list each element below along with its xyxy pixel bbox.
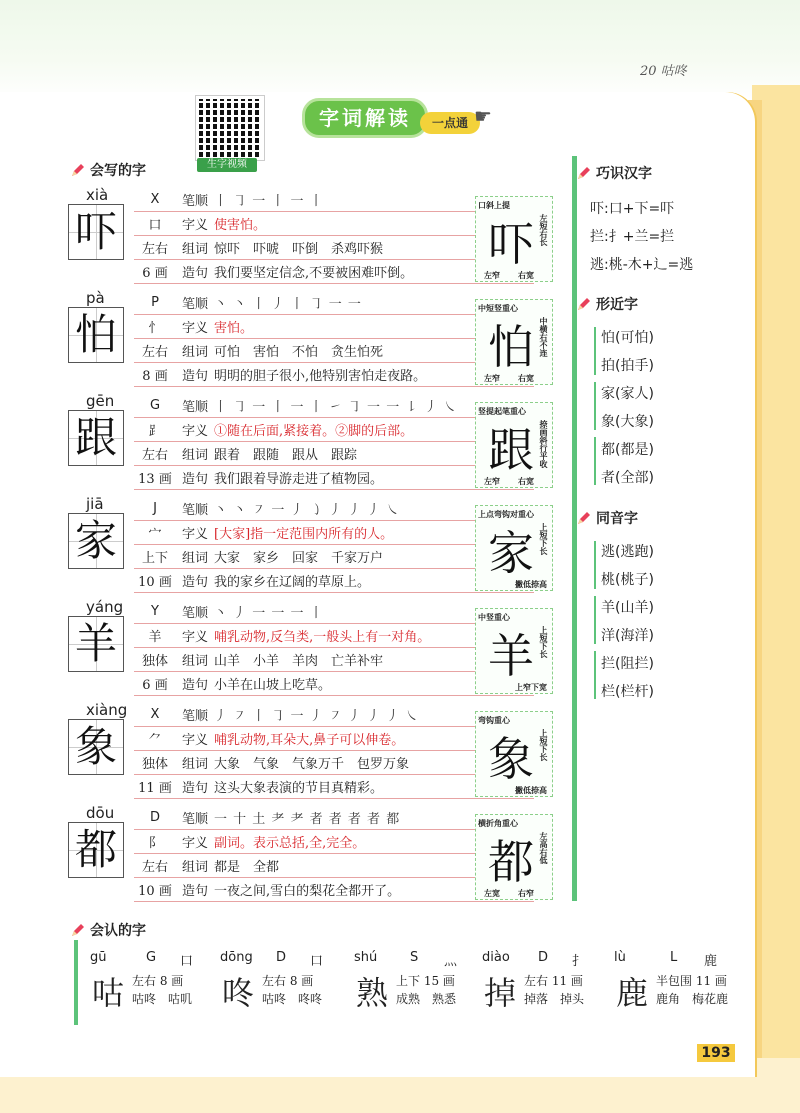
meaning: 哺乳动物,反刍类,一般头上有一对角。 (214, 630, 431, 645)
radical: 宀 (148, 527, 162, 542)
writing-tip: 上短下长 (539, 626, 548, 658)
writing-tip: 中短竖重心 (478, 304, 518, 313)
qr-label[interactable]: 生字视频 (197, 158, 257, 172)
lesson-title: 20 咕咚 (640, 64, 687, 79)
homophone-label: 同音字 (596, 511, 638, 527)
big-character: 吓 (68, 204, 124, 260)
list-item: 者(全部) (601, 470, 654, 486)
words: 咕咚 咚咚 (262, 992, 323, 1006)
writing-tip: 弯钩重心 (478, 716, 510, 725)
row-sentence (134, 466, 534, 490)
bracket (594, 437, 596, 485)
list-item: 怕(可怕) (601, 330, 654, 346)
row-meaning (134, 212, 534, 236)
big-character: 都 (68, 822, 124, 878)
writing-tip: 左窄 (484, 271, 500, 280)
words: 掉落 掉头 (524, 992, 585, 1006)
top-band (0, 0, 800, 100)
row-sentence (134, 569, 534, 593)
list-item: 洋(海洋) (601, 628, 654, 644)
guide-character: 都 (488, 835, 534, 889)
row-words (134, 854, 534, 878)
sentence: 我的家乡在辽阔的草原上。 (214, 575, 371, 590)
structure: 半包围 (656, 974, 693, 988)
guide-character: 跟 (488, 423, 534, 477)
radical: 羊 (148, 630, 162, 645)
row-label: 造句 (181, 369, 208, 384)
list-item: 吓:口+下=吓 (590, 201, 675, 217)
row-label: 造句 (181, 472, 208, 487)
similar-list (601, 324, 654, 492)
structure: 左右 (141, 448, 168, 463)
radical: 鹿 (704, 954, 718, 969)
row-label: 笔顺 (181, 194, 208, 209)
list-item: 逃(逃跑) (601, 544, 654, 560)
initial: G (146, 950, 157, 965)
entry-rows (134, 703, 534, 799)
stroke-count: 6 画 (142, 678, 168, 693)
writing-tip: 口斜上提 (478, 201, 510, 210)
stroke-order: 丨 ㇆ 一 丨 一 丨 ㇀ ㇆ 一 一 ㇙ 丿 ㇏ (214, 400, 458, 415)
row-label: 造句 (181, 781, 208, 796)
row-words (134, 545, 534, 569)
qr-code-icon[interactable] (196, 96, 264, 160)
writing-tip: 中横右不连 (539, 317, 548, 357)
stroke-order: 丶 丿 一 一 一 丨 (214, 606, 324, 621)
recognize-label: 会认的字 (90, 923, 146, 939)
pencil-icon (70, 162, 86, 178)
writing-tip: 左短右长 (539, 214, 548, 246)
list-item: 羊(山羊) (601, 600, 654, 616)
structure: 左右 (141, 345, 168, 360)
guide-character: 羊 (488, 629, 534, 683)
row-label: 组词 (181, 757, 208, 772)
recognize-heading (70, 920, 146, 940)
pencil-icon (70, 922, 86, 938)
pinyin: xià (86, 186, 109, 204)
pinyin: lù (614, 950, 626, 965)
section-title-badge (302, 98, 428, 138)
row-sentence (134, 672, 534, 696)
list-item: 拦:扌+兰=拦 (590, 229, 675, 245)
meaning: 使害怕。 (214, 218, 267, 233)
stroke-count: 8 画 (289, 974, 314, 988)
radical: ⻊ (148, 424, 162, 439)
words: 大家 家乡 回家 千家万户 (214, 551, 384, 566)
clever-heading (576, 163, 652, 183)
row-meaning (134, 521, 534, 545)
write-entry (66, 598, 466, 694)
list-item: 拍(拍手) (601, 358, 654, 374)
meaning: 哺乳动物,耳朵大,鼻子可以伸卷。 (214, 733, 405, 748)
words: 山羊 小羊 羊肉 亡羊补牢 (214, 654, 384, 669)
radical: 口 (310, 954, 324, 969)
entry-rows (134, 600, 534, 696)
structure-strokes (262, 972, 313, 989)
row-words (134, 236, 534, 260)
entry-rows (134, 291, 534, 387)
bracket (594, 382, 596, 430)
radical: 阝 (148, 836, 162, 851)
pinyin: gēn (86, 392, 115, 410)
pointer-hand-icon: ☛ (474, 104, 492, 128)
writing-tip: 横折角重心 (478, 819, 518, 828)
entry-rows (134, 394, 534, 490)
writing-tip: 上短下长 (539, 729, 548, 761)
row-label: 笔顺 (181, 503, 208, 518)
write-entry (66, 289, 466, 385)
row-label: 组词 (181, 448, 208, 463)
initial: J (153, 501, 157, 516)
structure: 左右 (262, 974, 287, 988)
character: 鹿 (616, 974, 649, 1012)
initial: D (538, 950, 549, 965)
words: 鹿角 梅花鹿 (656, 992, 729, 1006)
similar-label: 形近字 (596, 297, 638, 313)
list-item: 栏(栏杆) (601, 684, 654, 700)
stroke-order: 丿 ㇇ 丨 ㇆ 一 丿 ㇇ 丿 丿 丿 ㇏ (214, 709, 420, 724)
stroke-count: 11 画 (551, 974, 583, 988)
pinyin: pà (86, 289, 105, 307)
character: 掉 (484, 974, 517, 1012)
row-meaning (134, 418, 534, 442)
row-stroke (134, 497, 534, 521)
structure: 上下 (141, 551, 168, 566)
meaning: 害怕。 (214, 321, 254, 336)
row-meaning (134, 315, 534, 339)
pencil-icon (576, 165, 592, 181)
row-label: 字义 (181, 527, 208, 542)
words: 可怕 害怕 不怕 贪生怕死 (214, 345, 384, 360)
row-sentence (134, 363, 534, 387)
recognize-row (74, 950, 744, 1010)
can-write-heading (70, 160, 146, 180)
structure-strokes (396, 972, 455, 989)
row-label: 字义 (181, 424, 208, 439)
row-stroke (134, 188, 534, 212)
pinyin: dōu (86, 804, 115, 822)
bracket (594, 651, 596, 699)
similar-heading (576, 294, 638, 314)
radical: 忄 (148, 321, 162, 336)
list-item: 都(都是) (601, 442, 654, 458)
row-label: 笔顺 (181, 400, 208, 415)
can-write-label: 会写的字 (90, 163, 146, 179)
sentence: 一夜之间,雪白的梨花全都开了。 (214, 884, 401, 899)
stroke-count: 11 画 (695, 974, 727, 988)
stroke-count: 10 画 (138, 575, 172, 590)
list-item: 桃(桃子) (601, 572, 654, 588)
pinyin: shú (354, 950, 378, 965)
row-words (134, 751, 534, 775)
write-entry (66, 804, 466, 900)
big-character: 象 (68, 719, 124, 775)
big-character: 羊 (68, 616, 124, 672)
stroke-count: 11 画 (138, 781, 172, 796)
radical: 口 (180, 954, 194, 969)
structure: 上下 (396, 974, 421, 988)
divider-bar (572, 156, 577, 901)
initial: G (149, 398, 161, 413)
initial: X (150, 192, 160, 207)
row-label: 组词 (181, 242, 208, 257)
sentence: 这头大象表演的节目真精彩。 (214, 781, 384, 796)
writing-tip: 上点弯钩对重心 (478, 510, 534, 519)
list-item: 象(大象) (601, 414, 654, 430)
stroke-count: 6 画 (142, 266, 168, 281)
writing-tip: 右宽 (518, 477, 534, 486)
sentence: 我们要坚定信念,不要被困难吓倒。 (214, 266, 414, 281)
row-label: 字义 (181, 630, 208, 645)
guide-character: 吓 (488, 217, 534, 271)
pinyin: yáng (86, 598, 124, 616)
row-label: 组词 (181, 654, 208, 669)
writing-tip: 撇低捺高 (515, 580, 547, 589)
initial: L (670, 950, 678, 965)
entry-rows (134, 806, 534, 902)
row-label: 字义 (181, 321, 208, 336)
structure: 左右 (132, 974, 157, 988)
row-label: 组词 (181, 551, 208, 566)
writing-tip: 左窄 (484, 477, 500, 486)
words: 成熟 熟悉 (396, 992, 457, 1006)
character: 熟 (356, 974, 389, 1012)
sentence: 我们跟着导游走进了植物园。 (214, 472, 384, 487)
stroke-count: 13 画 (138, 472, 172, 487)
pinyin: jiā (86, 495, 104, 513)
stroke-order: 丶 丶 丨 丿 丨 ㇆ 一 一 (214, 297, 362, 312)
row-stroke (134, 703, 534, 727)
initial: P (151, 295, 159, 310)
list-item: 逃:桃-木+辶=逃 (590, 257, 694, 273)
sentence: 明明的胆子很小,他特别害怕走夜路。 (214, 369, 427, 384)
structure: 左右 (141, 860, 168, 875)
clever-list (590, 195, 693, 279)
section-title: 字词解读 (319, 106, 411, 130)
stroke-count: 8 画 (142, 369, 168, 384)
structure: 独体 (141, 654, 168, 669)
write-entry (66, 392, 466, 488)
pinyin: xiàng (86, 701, 128, 719)
page-number: 193 (697, 1044, 735, 1062)
writing-tip: 右宽 (518, 374, 534, 383)
structure: 独体 (141, 757, 168, 772)
row-words (134, 442, 534, 466)
row-stroke (134, 806, 534, 830)
writing-tip: 撇低捺高 (515, 786, 547, 795)
row-label: 笔顺 (181, 606, 208, 621)
row-label: 笔顺 (181, 812, 208, 827)
writing-tip: 右窄 (518, 889, 534, 898)
row-label: 字义 (181, 733, 208, 748)
writing-tip: 竖提起笔重心 (478, 407, 526, 416)
bracket (594, 327, 596, 375)
row-label: 造句 (181, 575, 208, 590)
list-item: 拦(阻拦) (601, 656, 654, 672)
pencil-icon (576, 510, 592, 526)
entry-rows (134, 188, 534, 284)
bracket (594, 596, 596, 644)
structure-strokes (132, 972, 183, 989)
row-sentence (134, 878, 534, 902)
row-words (134, 648, 534, 672)
writing-tip: 上短下长 (539, 523, 548, 555)
row-words (134, 339, 534, 363)
row-stroke (134, 600, 534, 624)
write-entry (66, 186, 466, 282)
initial: D (149, 810, 160, 825)
words: 惊吓 吓唬 吓倒 杀鸡吓猴 (214, 242, 384, 257)
write-entry (66, 701, 466, 797)
write-entry (66, 495, 466, 591)
character: 咕 (92, 974, 125, 1012)
row-label: 造句 (181, 884, 208, 899)
big-character: 家 (68, 513, 124, 569)
stroke-order: 丨 ㇆ 一 丨 一 丨 (214, 194, 324, 209)
sentence: 小羊在山坡上吃草。 (214, 678, 332, 693)
guide-character: 象 (488, 732, 534, 786)
guide-character: 怕 (488, 320, 534, 374)
writing-tip: 左窄 (484, 374, 500, 383)
structure: 左右 (141, 242, 168, 257)
row-label: 造句 (181, 678, 208, 693)
initial: D (276, 950, 287, 965)
initial: X (150, 707, 160, 722)
row-label: 组词 (181, 860, 208, 875)
pencil-icon (576, 296, 592, 312)
row-label: 笔顺 (181, 709, 208, 724)
row-stroke (134, 291, 534, 315)
row-label: 组词 (181, 345, 208, 360)
row-label: 字义 (181, 218, 208, 233)
radical: 扌 (572, 954, 586, 969)
structure-strokes (656, 972, 727, 989)
structure-strokes (524, 972, 583, 989)
stroke-count: 10 画 (138, 884, 172, 899)
structure: 左右 (524, 974, 549, 988)
row-meaning (134, 727, 534, 751)
radical: ⺈ (148, 733, 162, 748)
row-stroke (134, 394, 534, 418)
row-meaning (134, 624, 534, 648)
words: 跟着 跟随 跟从 跟踪 (214, 448, 358, 463)
list-item: 家(家人) (601, 386, 654, 402)
homophone-list (601, 538, 654, 706)
homophone-heading (576, 508, 638, 528)
writing-tip: 左宽 (484, 889, 500, 898)
writing-tip: 中竖重心 (478, 613, 510, 622)
row-sentence (134, 260, 534, 284)
stroke-count: 8 画 (159, 974, 184, 988)
bracket (594, 541, 596, 589)
words: 都是 全都 (214, 860, 280, 875)
row-label: 造句 (181, 266, 208, 281)
row-label: 字义 (181, 836, 208, 851)
big-character: 跟 (68, 410, 124, 466)
stroke-order: 一 十 土 耂 耂 者 者 者 者 都 (214, 812, 401, 827)
section-title-sub: 一点通 (420, 112, 480, 134)
pinyin: diào (482, 950, 510, 965)
row-label: 笔顺 (181, 297, 208, 312)
pinyin: dōng (220, 950, 253, 965)
stroke-count: 15 画 (423, 974, 455, 988)
words: 咕咚 咕叽 (132, 992, 193, 1006)
radical: 口 (148, 218, 162, 233)
row-sentence (134, 775, 534, 799)
pinyin: gū (90, 950, 107, 965)
guide-character: 家 (488, 526, 534, 580)
meaning: [大家]指一定范围内所有的人。 (214, 527, 394, 542)
initial: Y (151, 604, 159, 619)
big-character: 怕 (68, 307, 124, 363)
entry-rows (134, 497, 534, 593)
recognize-item (614, 950, 774, 1010)
initial: S (410, 950, 419, 965)
meaning: ①随在后面,紧接着。②脚的后部。 (214, 424, 414, 439)
character: 咚 (222, 974, 255, 1012)
clever-label: 巧识汉字 (596, 166, 652, 182)
writing-tip: 右宽 (518, 271, 534, 280)
writing-tip: 上窄下宽 (515, 683, 547, 692)
meaning: 副词。表示总括,全,完全。 (214, 836, 366, 851)
words: 大象 气象 气象万千 包罗万象 (214, 757, 410, 772)
row-meaning (134, 830, 534, 854)
writing-tip: 捺画斜行平收 (539, 420, 548, 468)
writing-tip: 左高右低 (539, 832, 548, 864)
stroke-order: 丶 丶 ㇇ 一 丿 ㇁ 丿 丿 丿 ㇏ (214, 503, 401, 518)
radical: 灬 (444, 954, 458, 969)
